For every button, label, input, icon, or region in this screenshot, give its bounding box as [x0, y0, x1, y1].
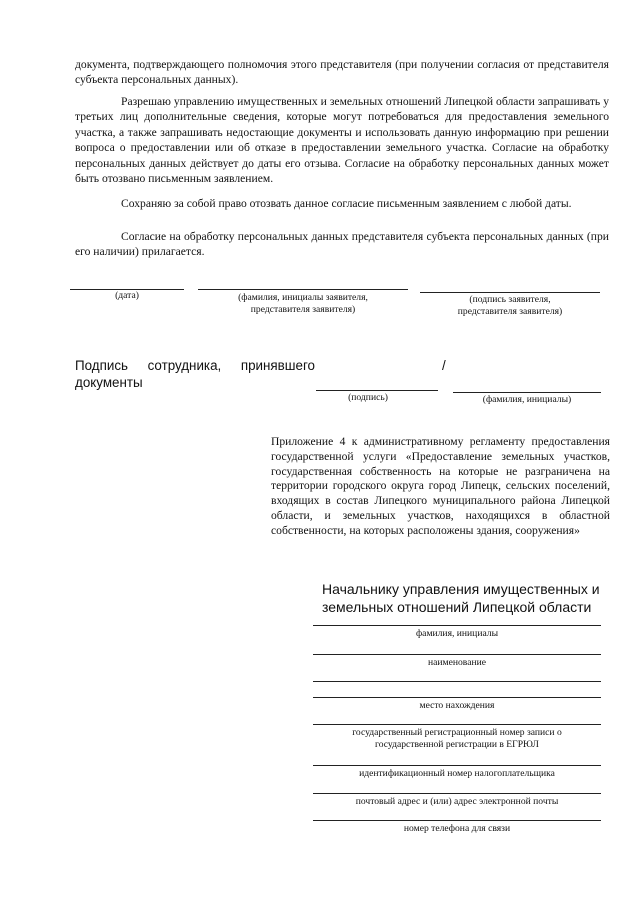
applicant-name-caption-line-1: (фамилия, инициалы заявителя, — [238, 292, 368, 303]
employee-label-line-2: документы — [75, 375, 143, 390]
applicant-signature-line — [420, 292, 600, 293]
field-caption-title: наименование — [428, 657, 486, 668]
field-line-phone — [313, 820, 601, 821]
addressee-line-1: Начальнику управления имущественных и — [322, 581, 600, 597]
applicant-signature-caption — [420, 294, 600, 318]
applicant-signature-caption-line-2: представителя заявителя) — [457, 306, 563, 317]
field-caption-ogrn-line-1: государственный регистрационный номер записи о — [352, 727, 562, 738]
field-line-address — [313, 793, 601, 794]
addressee-block — [322, 580, 600, 616]
appendix-header: Приложение 4 к административному регламенту предоставления государственной услуги «Предоставление земельных участков, государственная собственность на которые не разграничена на территории городского округа город Липецк, сельских поселений, входящих в состав Липецкого муниципального района Липецкой области, и земельных участков, находящихся в областной собственности, на которых расположены здания, сооружения» — [271, 435, 610, 537]
field-caption-ogrn — [313, 727, 601, 751]
paragraph-withdraw-right: Сохраняю за собой право отозвать данное согласие письменным заявлением с любой даты. — [121, 197, 572, 210]
field-caption-name: фамилия, инициалы — [415, 628, 499, 639]
employee-signature-caption: (подпись) — [348, 392, 388, 403]
applicant-name-line — [198, 289, 408, 290]
field-caption-address: почтовый адрес и (или) адрес электронной почты — [355, 796, 559, 807]
field-caption-location: место нахождения — [419, 700, 495, 711]
field-line-ogrn — [313, 724, 601, 725]
employee-name-caption: (фамилия, инициалы) — [482, 394, 572, 405]
field-line-location — [313, 697, 601, 698]
employee-signature-label — [75, 357, 315, 391]
employee-name-line — [453, 392, 601, 393]
paragraph-representative-document: документа, подтверждающего полномочия этого представителя (при получении согласия от представителя субъекта персональных данных). — [75, 58, 609, 87]
field-caption-inn: идентификационный номер налогоплательщика — [359, 768, 555, 779]
field-caption-phone: номер телефона для связи — [403, 823, 511, 834]
field-caption-ogrn-line-2: государственной регистрации в ЕГРЮЛ — [375, 739, 539, 750]
paragraph-permission: Разрешаю управлению имущественных и земельных отношений Липецкой области запрашивать у третьих лиц дополнительные сведения, которые могут потребоваться для предоставления земельного участка, а также запрашивать недостающие документы и использовать данную информацию при решении вопроса о предоставлении или об отказе в предоставлении земельного участка. Согласие на обработку персональных данных действует до даты его отзыва. Согласие на обработку персональных данных может быть отозвано письменным заявлением. — [75, 95, 609, 186]
field-line-inn — [313, 765, 601, 766]
field-line-title — [313, 654, 601, 655]
field-line-location-extra — [313, 681, 601, 682]
paragraph-representative-consent: Согласие на обработку персональных данных представителя субъекта персональных данных (при его наличии) прилагается. — [75, 230, 609, 259]
employee-slash: / — [442, 358, 446, 373]
employee-signature-line — [316, 390, 438, 391]
field-line-name — [313, 625, 601, 626]
addressee-line-2: земельных отношений Липецкой области — [322, 599, 592, 615]
applicant-signature-caption-line-1: (подпись заявителя, — [469, 294, 551, 305]
employee-label-line-1: Подпись сотрудника, принявшего — [75, 358, 315, 373]
date-caption: (дата) — [115, 290, 139, 301]
applicant-name-caption-line-2: представителя заявителя) — [250, 304, 356, 315]
applicant-name-caption — [198, 292, 408, 316]
